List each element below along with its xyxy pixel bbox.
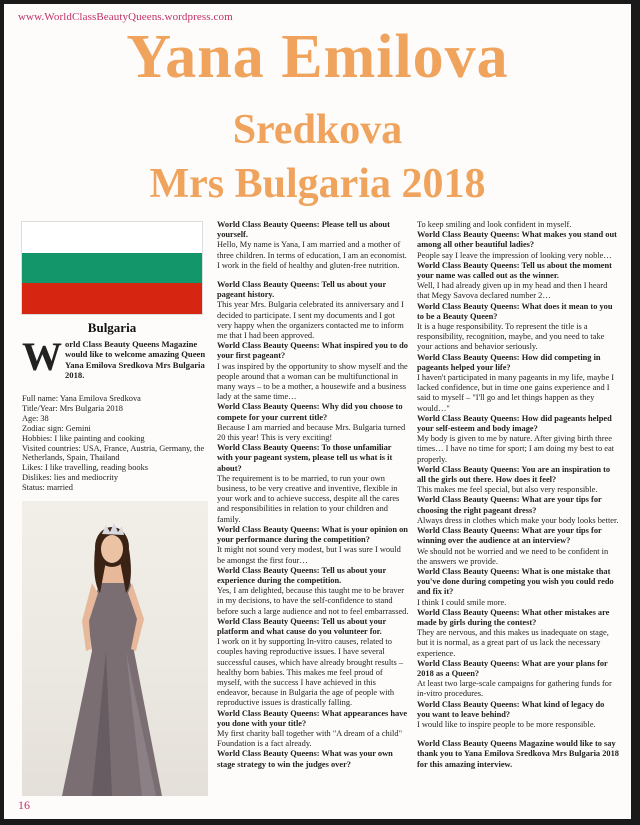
answer: We should not be worried and we need to be confident in the answers we provide. (417, 546, 609, 566)
answer: To keep smiling and look confident in myself. (417, 220, 572, 229)
fact-status: Status: married (22, 483, 73, 493)
question: World Class Beauty Queens: What is one mistake that you've done during competing you wish you could redo and fix it? (417, 566, 614, 597)
question: World Class Beauty Queens: What are your plans for 2018 as a Queen? (417, 658, 608, 678)
answer: Well, I had already given up in my head and then I heard that Megy Savova declared number 2… (417, 281, 608, 301)
question: World Class Beauty Queens: What are your tips for winning over the audience at an interview? (417, 526, 602, 546)
question: World Class Beauty Queens: What was your own stage strategy to win the judges over? (217, 749, 393, 769)
answer: I was inspired by the opportunity to show myself and the people around that a woman can be multifunctional in many ways – to be a mother, a housewife and a business lady at the same time… (217, 361, 408, 402)
question: World Class Beauty Queens: What is your opinion on your performance during the competition? (217, 524, 408, 545)
question: World Class Beauty Queens: You are an inspiration to all the girls out there. How does it feel? (417, 464, 611, 485)
portrait-photo (22, 501, 208, 796)
intro-text: orld Class Beauty Queens Magazine would like to welcome amazing Queen Yana Emilova Sredkova Mrs Bulgaria 2018. (65, 339, 206, 381)
bulgaria-flag-image (22, 222, 202, 314)
answer: My first charity ball together with "A dream of a child" Foundation is a fact already. (217, 728, 402, 749)
fact-full-name: Full name: Yana Emilova Sredkova (22, 394, 141, 403)
country-heading: Bulgaria (87, 320, 137, 335)
question: World Class Beauty Queens: What are your tips for choosing the right pageant dress? (417, 495, 602, 515)
answer: The requirement is to be married, to run your own business, to be very creative and inventive, flexible in your work and to achieve success, despite all the cares and responsibilities in relation to your children and family. (217, 473, 400, 524)
title-surname: Sredkova (232, 107, 403, 153)
question: World Class Beauty Queens: Why did you choose to compete for your current title? (217, 402, 403, 422)
fact-age: Age: 38 (22, 413, 49, 423)
answer: They are nervous, and this makes us inadequate on stage, but it is normal, as a great part of us lack the necessary experience. (417, 628, 609, 658)
answer: Always dress in clothes which make your body looks better. (417, 515, 619, 525)
answer: My body is given to me by nature. After giving birth three times… I have no time for sport; I am doing my best to eat properly. (417, 434, 615, 464)
interview-column-2 (417, 220, 619, 806)
site-url[interactable]: www.WorldClassBeautyQueens.wordpress.com (18, 11, 233, 23)
question: World Class Beauty Queens: Tell us about the moment your name was called out as the winner. (417, 260, 612, 281)
title-crown: Mrs Bulgaria 2018 (149, 161, 486, 207)
magazine-page (4, 4, 631, 819)
fact-hobbies: Hobbies: I like painting and cooking (22, 433, 145, 443)
answer: I work on it by supporting In-vitro causes, related to couples having reproductive issues. I have several successful causes, which have already brought results – healthy born babies. This makes me feel proud of myself, with the success I have achieved in this endeavor, because in Bulgaria the age of people with reproductive issues is drastically falling. (217, 637, 404, 708)
gown-figure-illustration (22, 501, 208, 796)
question: World Class Beauty Queens: Tell us about your experience during the competition. (217, 565, 387, 585)
question: World Class Beauty Queens: What inspired you to do your first pageant? (217, 341, 408, 361)
answer: I think I could smile more. (417, 597, 507, 607)
answer: Hello, My name is Yana, I am married and a mother of three children. In terms of education, I am an economist. I work in the field of healthy and gluten-free nutrition. (217, 240, 407, 270)
answer: It is a huge responsibility. To represent the title is a responsibility, recognition, maybe, and you need to take your actions and behavior seriously. (417, 322, 605, 352)
closing-thanks: World Class Beauty Queens Magazine would like to say thank you to Yana Emilova Sredkova Mrs Bulgaria 2018 for this amazing interview. (417, 739, 619, 769)
answer: This year Mrs. Bulgaria celebrated its anniversary and I decided to participate. I sent my documents and I got very happy when the organizers contacted me to inform me that I had been approved. (217, 300, 404, 341)
answer: Because I am married and because Mrs. Bulgaria turned 20 this year! This is very exciting! (217, 422, 406, 443)
answer: It might not sound very modest, but I was sure I would be amongst the first four… (217, 545, 401, 565)
answer: Yes, I am delighted, because this taught me to be braver in my decisions, to have the self-confidence to stand before such a large audience and not to feel embarrassed. (217, 586, 409, 616)
fact-visited-countries: Visited countries: USA, France, Austria, Germany, the Netherlands, Spain, Thailand (22, 443, 205, 463)
question: World Class Beauty Queens: What does it mean to you to be a Beauty Queen? (417, 301, 613, 321)
question: World Class Beauty Queens: Please tell us about yourself. (217, 220, 390, 240)
question: World Class Beauty Queens: To those unfamiliar with your pageant system, please tell us what is it about? (217, 443, 393, 473)
question: World Class Beauty Queens: How did pageants helped your self-esteem and body image? (417, 413, 612, 434)
fact-likes: Likes: I like travelling, reading books (22, 463, 149, 473)
flag-red-stripe (22, 283, 202, 314)
answer: People say I leave the impression of looking very noble… (417, 250, 612, 260)
interview-column-1 (217, 220, 409, 806)
question: World Class Beauty Queens: What makes you stand out among all other beautiful ladies? (417, 230, 617, 250)
question: World Class Beauty Queens: Tell us about your platform and what cause do you volunteer for. (217, 616, 387, 636)
question: World Class Beauty Queens: What appearances have you done with your title? (217, 708, 408, 728)
answer: At least two large-scale campaigns for gathering funds for in-vitro procedures. (417, 679, 612, 699)
answer: I haven't participated in many pageants in my life, maybe I lacked confidence, but in time one gains experience and I said to myself – "I'll go and let things happen as they would…" (417, 373, 615, 413)
question: World Class Beauty Queens: How did competing in pageants helped your life? (417, 352, 601, 372)
drop-cap: W (22, 334, 62, 379)
intro-paragraph (22, 334, 207, 381)
flag-green-stripe (22, 253, 202, 284)
facts-list (22, 394, 208, 493)
question: World Class Beauty Queens: Tell us about your pageant history. (217, 280, 387, 300)
fact-title-year: Title/Year: Mrs Bulgaria 2018 (22, 403, 123, 413)
answer: I would like to inspire people to be more responsible. (417, 719, 596, 729)
question: World Class Beauty Queens: What kind of legacy do you want to leave behind? (417, 699, 605, 719)
question: World Class Beauty Queens: What other mistakes are made by girls during the contest? (417, 607, 610, 627)
title-name: Yana Emilova (126, 23, 509, 91)
page-number: 16 (18, 798, 30, 812)
fact-zodiac: Zodiac sign: Gemini (22, 423, 91, 433)
fact-dislikes: Dislikes: lies and mediocrity (22, 473, 119, 483)
answer: This makes me feel special, but also very responsible. (417, 485, 598, 495)
flag-white-stripe (22, 222, 202, 253)
